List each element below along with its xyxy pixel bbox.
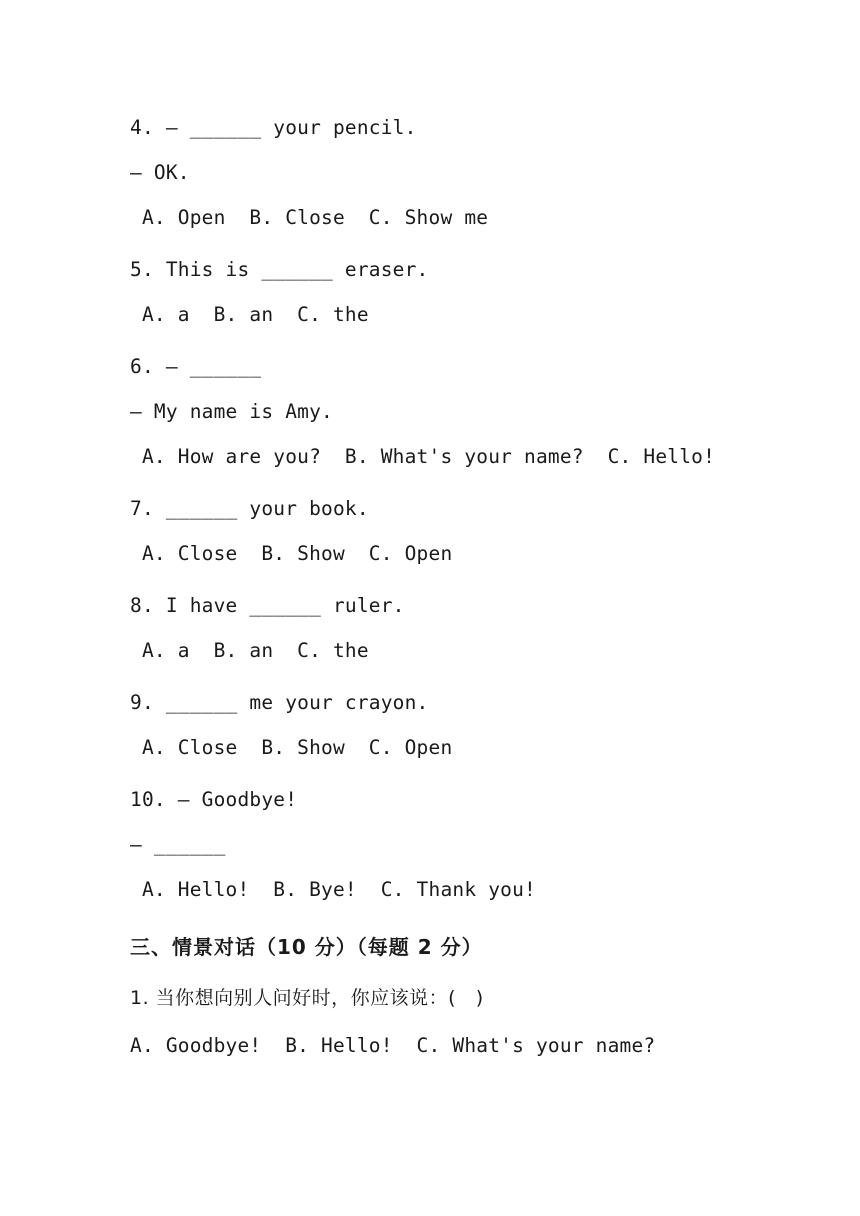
- question-8-options: A. a B. an C. the: [130, 639, 369, 662]
- question-4-stem: 4. — ______ your pencil.: [130, 116, 417, 139]
- question-9-stem: 9. ______ me your crayon.: [130, 691, 429, 714]
- question-5-stem: 5. This is ______ eraser.: [130, 258, 429, 281]
- question-5-options: A. a B. an C. the: [130, 303, 369, 326]
- question-6-stem: 6. — ______: [130, 355, 262, 378]
- question-10-reply: — ______: [130, 833, 226, 856]
- question-10-options: A. Hello! B. Bye! C. Thank you!: [130, 878, 536, 901]
- section-3-question-1-stem: 1. 当你想向别人问好时，你应该说：( ): [130, 987, 484, 1009]
- question-6-options: A. How are you? B. What's your name? C. Hello!: [130, 445, 716, 468]
- question-10-stem: 10. — Goodbye!: [130, 788, 298, 811]
- question-7-stem: 7. ______ your book.: [130, 497, 369, 520]
- question-6-reply: — My name is Amy.: [130, 400, 333, 423]
- question-4-reply: — OK.: [130, 161, 190, 184]
- question-4-options: A. Open B. Close C. Show me: [130, 206, 489, 229]
- section-3-heading: 三、情景对话（10 分）（每题 2 分）: [130, 935, 483, 959]
- question-8-stem: 8. I have ______ ruler.: [130, 594, 405, 617]
- section-3-question-1-options: A. Goodbye! B. Hello! C. What's your name?: [130, 1034, 656, 1057]
- question-7-options: A. Close B. Show C. Open: [130, 542, 453, 565]
- question-9-options: A. Close B. Show C. Open: [130, 736, 453, 759]
